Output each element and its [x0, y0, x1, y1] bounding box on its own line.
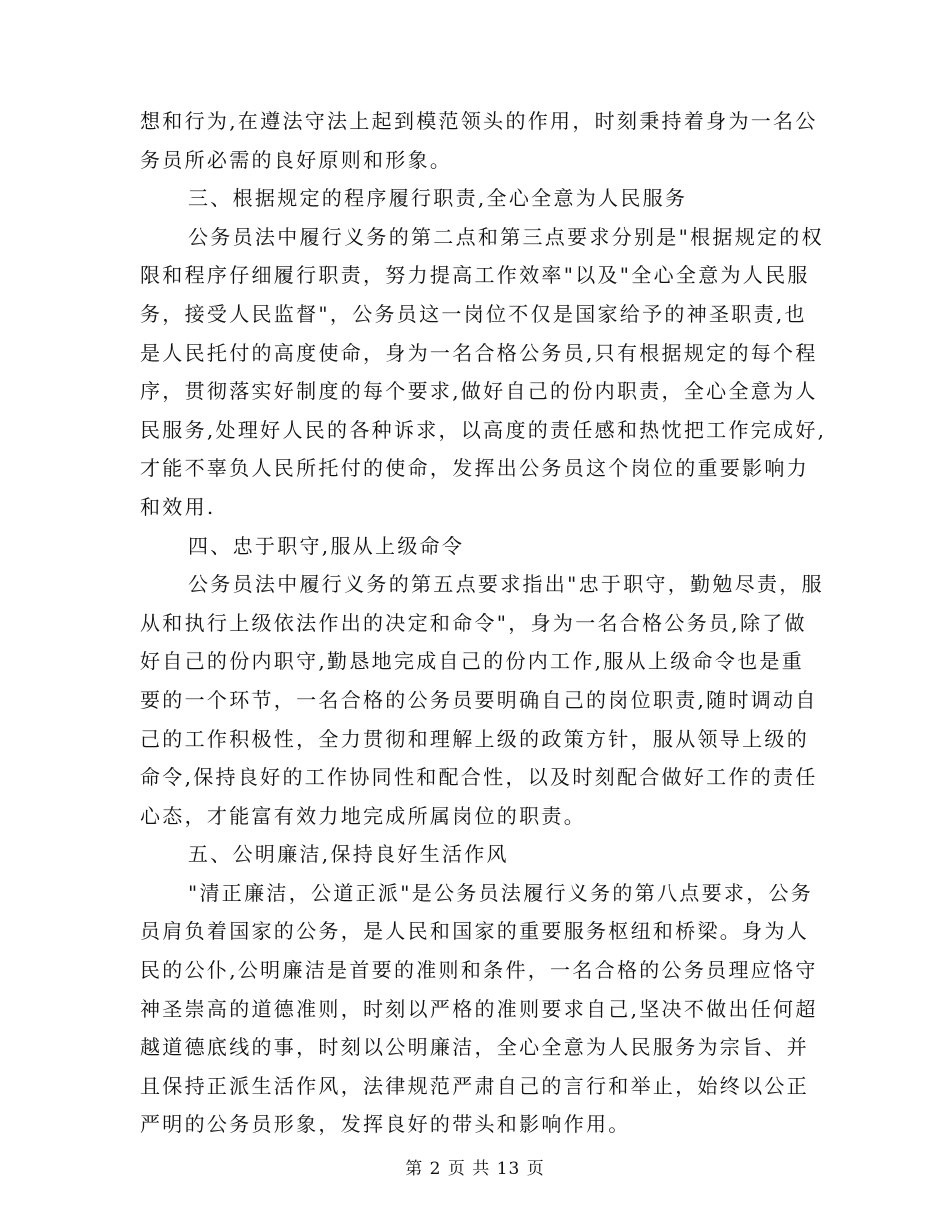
- text-line: 从和执行上级依法作出的决定和命令"，身为一名合格公务员,除了做: [140, 610, 807, 635]
- text-line: 务员所必需的良好原则和形象。: [140, 147, 453, 172]
- text-line: 五、公明廉洁,保持良好生活作风: [188, 842, 509, 867]
- text-line: 务，接受人民监督"，公务员这一岗位不仅是国家给予的神圣职责,也: [140, 301, 807, 326]
- text-line: 神圣崇高的道德准则，时刻以严格的准则要求自己,坚决不做出任何超: [140, 996, 818, 1021]
- text-line: 民的公仆,公明廉洁是首要的准则和条件，一名合格的公务员理应恪守: [140, 958, 818, 983]
- text-line: 才能不辜负人民所托付的使命，发挥出公务员这个岗位的重要影响力: [140, 456, 809, 481]
- text-line: 命令,保持良好的工作协同性和配合性，以及时刻配合做好工作的责任: [140, 765, 818, 790]
- text-line: 公务员法中履行义务的第二点和第三点要求分别是"根据规定的权: [188, 224, 824, 249]
- text-line: 限和程序仔细履行职责，努力提高工作效率"以及"全心全意为人民服: [140, 263, 810, 288]
- text-line: "清正廉洁，公道正派"是公务员法履行义务的第八点要求，公务: [188, 880, 814, 905]
- text-line: 和效用.: [140, 494, 216, 519]
- text-line: 四、忠于职守,服从上级命令: [188, 533, 465, 558]
- text-line: 己的工作积极性，全力贯彻和理解上级的政策方针，服从领导上级的: [140, 726, 809, 751]
- text-line: 严明的公务员形象，发挥良好的带头和影响作用。: [140, 1112, 631, 1137]
- text-line: 心态，才能富有效力地完成所属岗位的职责。: [140, 803, 586, 828]
- text-line: 是人民托付的高度使命，身为一名合格公务员,只有根据规定的每个程: [140, 340, 818, 365]
- text-line: 要的一个环节，一名合格的公务员要明确自己的岗位职责,随时调动自: [140, 687, 818, 712]
- text-line: 员肩负着国家的公务，是人民和国家的重要服务枢纽和桥梁。身为人: [140, 919, 809, 944]
- text-line: 民服务,处理好人民的各种诉求，以高度的责任感和热忱把工作完成好,: [140, 417, 827, 442]
- text-line: 想和行为,在遵法守法上起到模范领头的作用，时刻秉持着身为一名公: [140, 109, 818, 133]
- text-line: 越道德底线的事，时刻以公明廉洁，全心全意为人民服务为宗旨、并: [140, 1035, 809, 1060]
- text-line: 三、根据规定的程序履行职责,全心全意为人民服务: [188, 186, 688, 211]
- text-line: 好自己的份内职守,勤恳地完成自己的份内工作,服从上级命令也是重: [140, 649, 805, 674]
- text-line: 公务员法中履行义务的第五点要求指出"忠于职守，勤勉尽责，服: [188, 572, 824, 597]
- text-line: 且保持正派生活作风，法律规范严肃自己的言行和举止，始终以公正: [140, 1073, 809, 1098]
- document-body: [140, 102, 827, 1144]
- page-footer: 第 2 页 共 13 页: [405, 1159, 545, 1179]
- text-line: 序，贯彻落实好制度的每个要求,做好自己的份内职责，全心全意为人: [140, 379, 818, 404]
